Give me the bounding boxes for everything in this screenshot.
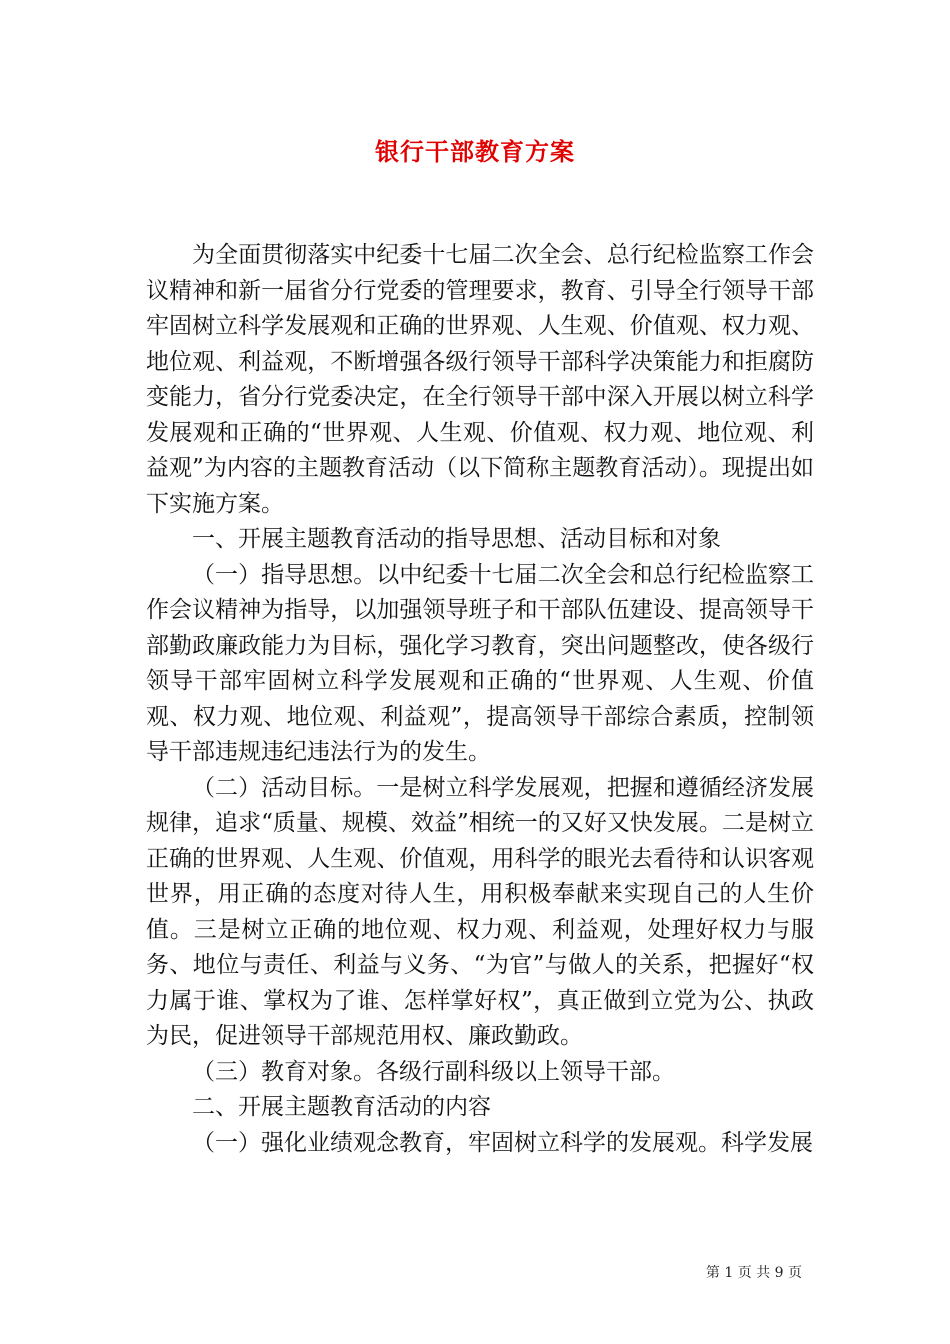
section-heading-2: 二、开展主题教育活动的内容 bbox=[192, 1094, 491, 1120]
document-body bbox=[146, 238, 814, 1161]
intro-paragraph: 为全面贯彻落实中纪委十七届二次全会、总行纪检监察工作会议精神和新一届省分行党委的管理要求，教育、引导全行领导干部牢固树立科学发展观和正确的世界观、人生观、价值观、权力观、地位观、利益观，不断增强各级行领导干部科学决策能力和拒腐防变能力，省分行党委决定，在全行领导干部中深入开展以树立科学发展观和正确的“世界观、人生观、价值观、权力观、地位观、利益观”为内容的主题教育活动（以下简称主题教育活动）。现提出如下实施方案。 bbox=[146, 242, 814, 517]
activity-goals-paragraph: （二）活动目标。一是树立科学发展观，把握和遵循经济发展规律，追求“质量、规模、效益”相统一的又好又快发展。二是树立正确的世界观、人生观、价值观，用科学的眼光去看待和认识客观世界，用正确的态度对待人生，用积极奉献来实现自己的人生价值。三是树立正确的地位观、权力观、利益观，处理好权力与服务、地位与责任、利益与义务、“为官”与做人的关系，把握好“权力属于谁、掌权为了谁、怎样掌好权”，真正做到立党为公、执政为民，促进领导干部规范用权、廉政勤政。 bbox=[146, 774, 814, 1049]
content-paragraph: （一）强化业绩观念教育，牢固树立科学的发展观。科学发展 bbox=[192, 1129, 813, 1156]
document-title: 银行干部教育方案 bbox=[375, 137, 575, 166]
section-heading-1: 一、开展主题教育活动的指导思想、活动目标和对象 bbox=[192, 526, 721, 552]
guiding-ideology-paragraph: （一）指导思想。以中纪委十七届二次全会和总行纪检监察工作会议精神为指导，以加强领导班子和干部队伍建设、提高领导干部勤政廉政能力为目标，强化学习教育，突出问题整改，使各级行领导干部牢固树立科学发展观和正确的“世界观、人生观、价值观、权力观、地位观、利益观”，提高领导干部综合素质，控制领导干部违规违纪违法行为的发生。 bbox=[146, 561, 814, 765]
page-number-footer: 第 1 页 共 9 页 bbox=[705, 1265, 802, 1281]
education-target-paragraph: （三）教育对象。各级行副科级以上领导干部。 bbox=[192, 1058, 675, 1085]
